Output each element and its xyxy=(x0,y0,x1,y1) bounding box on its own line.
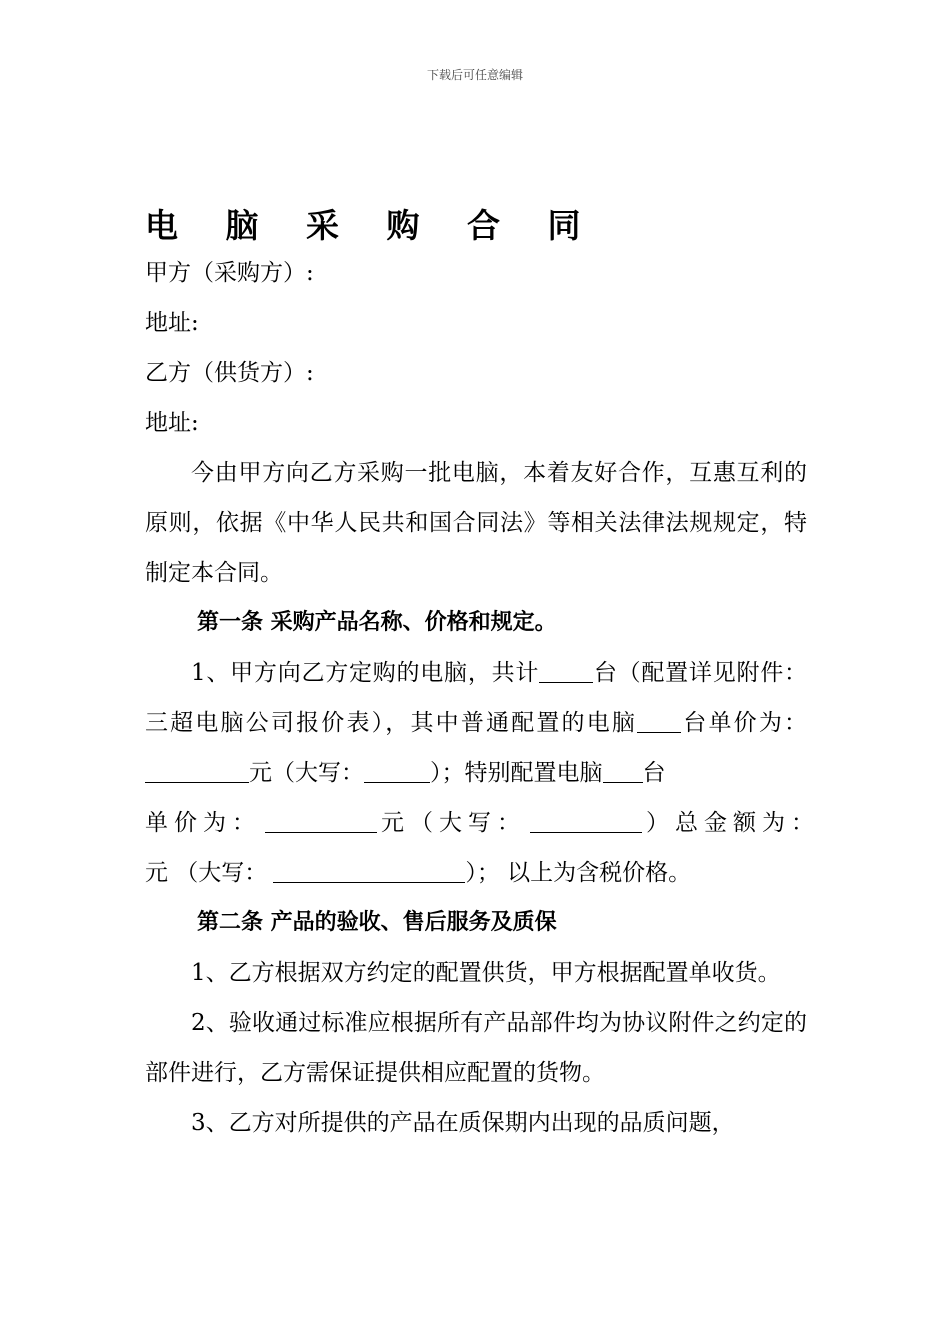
intro-paragraph: 今由甲方向乙方采购一批电脑，本着友好合作，互惠互利的原则，依据《中华人民共和国合同法》等相关法律法规规定，特制定本合同。 xyxy=(145,460,807,586)
article1-clause1 xyxy=(145,648,807,798)
text: ）；特别配置电脑 xyxy=(430,760,603,786)
blank-special-price-words xyxy=(530,809,642,833)
article2-clause1: 1、乙方根据双方约定的配置供货，甲方根据配置单收货。 xyxy=(191,960,781,986)
party-a-address: 地址: xyxy=(145,310,199,336)
blank-normal-price xyxy=(145,759,249,783)
blank-special-qty xyxy=(603,759,643,783)
text: 件：三超电脑公司报价表），其中普通配置的电脑 xyxy=(145,660,807,736)
blank-total-qty xyxy=(539,659,593,683)
article1-heading: 第一条 采购产品名称、价格和规定。 xyxy=(197,610,557,635)
party-b-address: 地址: xyxy=(145,410,199,436)
contract-body xyxy=(145,248,820,1148)
text: 台 xyxy=(642,760,666,786)
blank-special-price xyxy=(265,809,377,833)
text: ）； 以上为含税价格。 xyxy=(465,860,692,886)
blank-normal-price-words xyxy=(364,759,430,783)
article2-heading: 第二条 产品的验收、售后服务及质保 xyxy=(197,910,557,935)
page-title: 电 脑 采 购 合 同 xyxy=(145,206,599,245)
article2-clause3: 3、乙方对所提供的产品在质保期内出现的品质问题， xyxy=(191,1110,735,1136)
article2-clause2: 2、验收通过标准应根据所有产品部件均为协议附件之约定的部件进行，乙方需保证提供相应配置的货物。 xyxy=(145,1010,807,1086)
text: 台单 xyxy=(681,710,734,736)
text: ）总金额为： xyxy=(646,810,820,836)
header-note: 下载后可任意编辑 xyxy=(426,68,523,82)
text: 元（大写： xyxy=(381,810,526,836)
text: 元（大写： xyxy=(249,760,364,786)
text: 价为： xyxy=(733,710,808,736)
text: 单价为： xyxy=(145,810,261,836)
article1-clause1-line5 xyxy=(145,848,807,898)
text: 元 （大写： xyxy=(145,860,268,886)
blank-normal-qty xyxy=(637,709,681,733)
blank-total-words xyxy=(273,859,465,883)
party-b-label: 乙方（供货方）: xyxy=(145,360,314,386)
article1-clause1-line4 xyxy=(145,798,820,848)
text: 台（配置详见附 xyxy=(593,660,761,686)
text: 1、甲方向乙方定购的电脑，共计 xyxy=(191,660,540,686)
party-a-label: 甲方（采购方）: xyxy=(145,260,314,286)
